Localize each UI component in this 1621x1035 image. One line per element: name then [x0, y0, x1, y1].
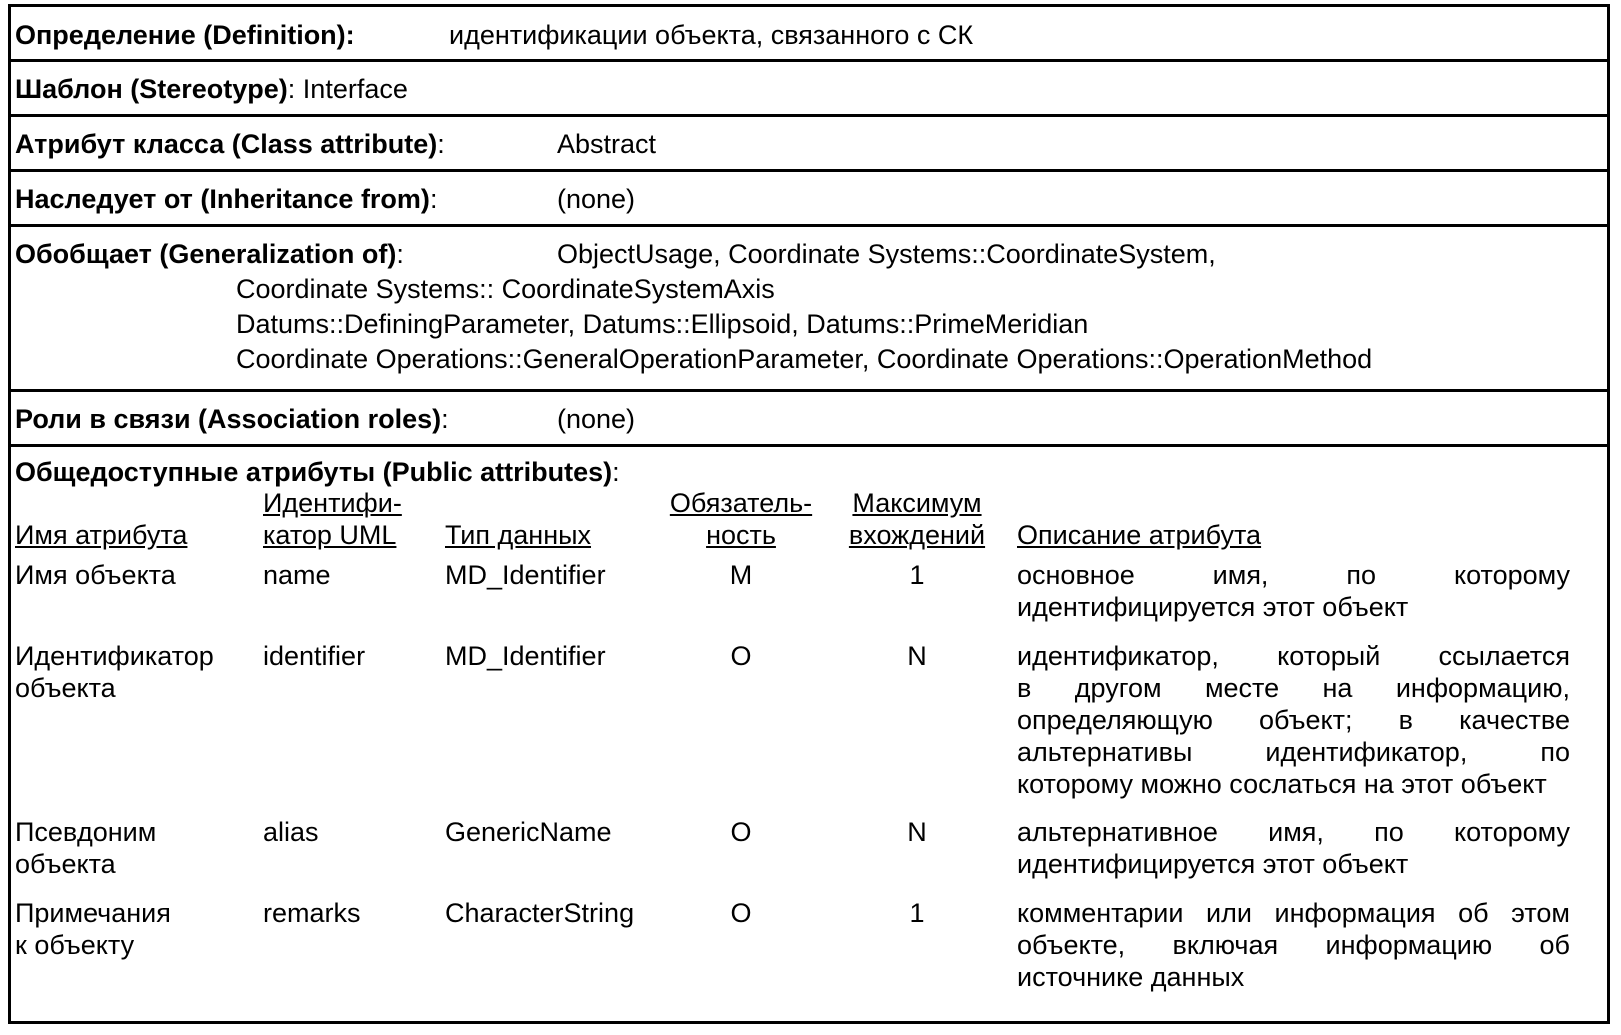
- attribute-type: MD_Identifier: [445, 560, 606, 590]
- public-attributes-colon: :: [612, 457, 620, 487]
- header-max-occurs-line-2: вхождений: [848, 520, 986, 550]
- inheritance-line: [15, 181, 437, 217]
- attribute-name-line-2: объекта: [15, 673, 116, 703]
- generalization-row: [11, 227, 1607, 392]
- generalization-line-3: Datums::DefiningParameter, Datums::Ellipsoid, Datums::PrimeMeridian: [236, 309, 1089, 339]
- description-line: [1017, 897, 1570, 929]
- description-word: месте: [1204, 673, 1280, 703]
- description-line: [1017, 672, 1570, 704]
- attribute-obligation: O: [730, 898, 752, 928]
- description-word: который: [1277, 641, 1381, 671]
- description-word: включая: [1172, 930, 1279, 960]
- attribute-type: GenericName: [445, 817, 612, 847]
- description-word: комментарии: [1017, 898, 1184, 928]
- description-word: по: [1374, 817, 1404, 847]
- description-word: по: [1346, 560, 1377, 590]
- attribute-uml: identifier: [263, 641, 366, 671]
- description-line: [1017, 704, 1570, 736]
- description-word: в: [1398, 705, 1413, 735]
- description-word: альтернативы: [1017, 737, 1193, 767]
- class-attribute-row: [11, 117, 1607, 172]
- description-line: источнике данных: [1017, 962, 1245, 992]
- description-word: идентификатор,: [1017, 641, 1219, 671]
- attribute-obligation: M: [729, 560, 753, 590]
- inheritance-value: (none): [557, 184, 636, 214]
- attribute-obligation: O: [730, 817, 752, 847]
- class-attribute-line: [15, 126, 445, 162]
- description-word: объекте,: [1017, 930, 1126, 960]
- description-word: объект;: [1259, 705, 1353, 735]
- description-line: [1017, 929, 1570, 961]
- header-description: Описание атрибута: [1017, 520, 1262, 550]
- description-word: качестве: [1459, 705, 1570, 735]
- attribute-max-occurs: 1: [909, 560, 925, 590]
- header-data-type: Тип данных: [445, 520, 592, 550]
- description-word: имя,: [1212, 560, 1269, 590]
- description-word: информацию: [1325, 930, 1493, 960]
- association-roles-line: [15, 401, 449, 437]
- description-line: идентифицируется этот объект: [1017, 592, 1409, 622]
- attribute-name: Имя объекта: [15, 560, 176, 590]
- inheritance-colon: :: [429, 184, 438, 214]
- stereotype-row: [11, 62, 1607, 117]
- association-roles-value: (none): [557, 404, 636, 434]
- description-word: или: [1206, 898, 1252, 928]
- description-word: имя,: [1268, 817, 1324, 847]
- generalization-label: Обобщает (Generalization of): [15, 239, 397, 269]
- description-word: на: [1322, 673, 1353, 703]
- definition-label: Определение (Definition):: [15, 20, 355, 50]
- attribute-max-occurs: 1: [909, 898, 925, 928]
- header-max-occurs-line-1: Максимум: [852, 488, 982, 518]
- attribute-max-occurs: N: [907, 817, 927, 847]
- class-attribute-colon: :: [437, 129, 445, 159]
- generalization-line: [15, 236, 404, 272]
- class-attribute-label: Атрибут класса (Class attribute): [15, 129, 438, 159]
- description-word: об: [1458, 898, 1489, 928]
- attribute-obligation: O: [730, 641, 752, 671]
- description-word: этом: [1511, 898, 1570, 928]
- definition-value: идентификации объекта, связанного с СК: [449, 20, 974, 50]
- definition-row: [11, 7, 1607, 62]
- association-roles-colon: :: [441, 404, 449, 434]
- generalization-colon: :: [396, 239, 404, 269]
- description-line: [1017, 816, 1570, 848]
- generalization-line-2: Coordinate Systems:: CoordinateSystemAxis: [236, 274, 775, 304]
- attribute-max-occurs: N: [907, 641, 927, 671]
- header-uml-line-2: катор UML: [263, 520, 397, 550]
- public-attributes-line: [15, 454, 620, 490]
- description-word: по: [1540, 737, 1570, 767]
- stereotype-line: [15, 71, 408, 107]
- stereotype-value: : Interface: [287, 74, 408, 104]
- generalization-line-1: ObjectUsage, Coordinate Systems::CoordinateSystem,: [557, 239, 1216, 269]
- attribute-name-line-1: Псевдоним: [15, 817, 157, 847]
- attribute-name-line-2: к объекту: [15, 930, 135, 960]
- description-word: об: [1539, 930, 1570, 960]
- attribute-uml: name: [263, 560, 331, 590]
- header-attribute-name: Имя атрибута: [15, 520, 188, 550]
- attribute-uml: remarks: [263, 898, 361, 928]
- attribute-uml: alias: [263, 817, 319, 847]
- attribute-type: CharacterString: [445, 898, 635, 928]
- attribute-description: [1017, 897, 1570, 993]
- class-attribute-value: Abstract: [557, 129, 657, 159]
- inheritance-row: [11, 172, 1607, 227]
- attribute-description: [1017, 559, 1570, 623]
- description-word: идентификатор,: [1265, 737, 1468, 767]
- class-definition-table: [8, 4, 1610, 1024]
- attribute-name-line-2: объекта: [15, 849, 116, 879]
- attribute-description: [1017, 640, 1570, 800]
- description-word: информация: [1274, 898, 1436, 928]
- description-word: которому: [1453, 560, 1570, 590]
- association-roles-label: Роли в связи (Association roles): [15, 404, 442, 434]
- header-obligation-line-2: ность: [706, 520, 776, 550]
- description-word: альтернативное: [1017, 817, 1218, 847]
- description-line: идентифицируется этот объект: [1017, 849, 1409, 879]
- public-attributes-row: [11, 447, 1607, 1021]
- public-attributes-label: Общедоступные атрибуты (Public attributes): [15, 457, 613, 487]
- description-word: информацию,: [1395, 673, 1570, 703]
- attribute-name-line-1: Примечания: [15, 898, 171, 928]
- attribute-name-line-1: Идентификатор: [15, 641, 214, 671]
- description-word: другом: [1074, 673, 1162, 703]
- description-line: [1017, 559, 1570, 591]
- header-uml-line-1: Идентифи-: [263, 488, 402, 518]
- description-word: которому: [1453, 817, 1570, 847]
- description-line: [1017, 736, 1570, 768]
- description-line: [1017, 640, 1570, 672]
- attribute-type: MD_Identifier: [445, 641, 606, 671]
- attribute-description: [1017, 816, 1570, 880]
- header-obligation-line-1: Обязатель-: [669, 488, 813, 518]
- description-word: в: [1017, 673, 1032, 703]
- description-word: основное: [1017, 560, 1135, 590]
- description-word: ссылается: [1438, 641, 1570, 671]
- association-roles-row: [11, 392, 1607, 447]
- description-line: которому можно сослаться на этот объект: [1017, 769, 1547, 799]
- generalization-line-4: Coordinate Operations::GeneralOperationParameter, Coordinate Operations::OperationMethod: [236, 344, 1373, 374]
- description-word: определяющую: [1017, 705, 1213, 735]
- inheritance-label: Наследует от (Inheritance from): [15, 184, 430, 214]
- stereotype-label: Шаблон (Stereotype): [15, 74, 288, 104]
